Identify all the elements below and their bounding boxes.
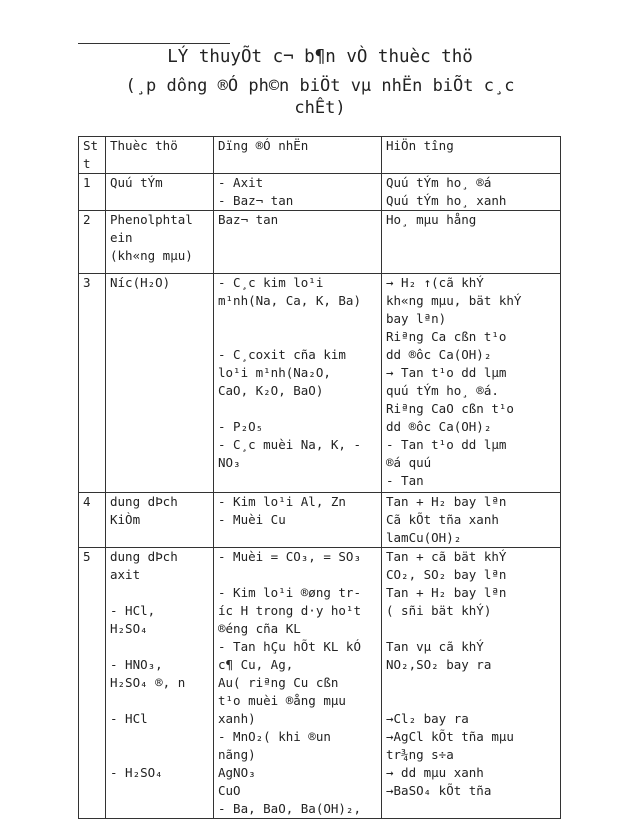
col-header-reagent: Thuèc thö	[106, 137, 214, 174]
cell-used-for: - C¸c kim lo¹i m¹nh(Na, Ca, K, Ba) - C¸coxit cña kim lo¹i m¹nh(Na₂O, CaO, K₂O, BaO) - P₂O₅ - C¸c muèi Na, K, - NO₃	[214, 274, 382, 493]
table-header-row	[79, 137, 561, 174]
top-rule	[78, 43, 230, 44]
table-row	[79, 174, 561, 211]
cell-phenomenon: Ho¸ mµu hång	[382, 211, 561, 274]
cell-stt: 2	[79, 211, 106, 274]
cell-stt: 3	[79, 274, 106, 493]
doc-title: LÝ thuyÕt c¬ b¶n vÒ thuèc thö	[167, 47, 473, 67]
reagent-table	[78, 136, 561, 819]
col-header-phenomenon: HiÖn tîng	[382, 137, 561, 174]
col-header-stt: St t	[79, 137, 106, 174]
cell-used-for: - Kim lo¹i Al, Zn - Muèi Cu	[214, 493, 382, 548]
cell-reagent: dung dÞch axit - HCl, H₂SO₄ - HNO₃, H₂SO₄ ®, n - HCl - H₂SO₄	[106, 548, 214, 819]
cell-reagent: dung dÞch KiÒm	[106, 493, 214, 548]
cell-reagent: Quú tÝm	[106, 174, 214, 211]
col-header-used-for: Dïng ®Ó nhËn	[214, 137, 382, 174]
cell-stt: 1	[79, 174, 106, 211]
table-row	[79, 274, 561, 493]
cell-used-for: - Muèi = CO₃, = SO₃ - Kim lo¹i ®øng tr- íc H trong d·y ho¹t ®éng cña KL - Tan hÇu hÕt KL kÓ c¶ Cu, Ag, Au( riªng Cu cßn t¹o muèi ®ång mµu xanh) - MnO₂( khi ®un nãng) AgNO₃ CuO - Ba, BaO, Ba(OH)₂,	[214, 548, 382, 819]
table-row	[79, 548, 561, 819]
cell-used-for: Baz¬ tan	[214, 211, 382, 274]
cell-used-for: - Axit - Baz¬ tan	[214, 174, 382, 211]
cell-stt: 5	[79, 548, 106, 819]
cell-phenomenon: → H₂ ↑(cã khÝ kh«ng mµu, bät khÝ bay lªn) Riªng Ca cßn t¹o dd ®ôc Ca(OH)₂ → Tan t¹o dd lµm quú tÝm ho¸ ®á. Riªng CaO cßn t¹o dd ®ôc Ca(OH)₂ - Tan t¹o dd lµm ®á quú - Tan	[382, 274, 561, 493]
cell-reagent: Phenolphtal ein (kh«ng mµu)	[106, 211, 214, 274]
cell-stt: 4	[79, 493, 106, 548]
table-row	[79, 493, 561, 548]
cell-phenomenon: Quú tÝm ho¸ ®á Quú tÝm ho¸ xanh	[382, 174, 561, 211]
table-row	[79, 211, 561, 274]
cell-phenomenon: Tan + H₂ bay lªn Cã kÕt tña xanh lamCu(OH)₂	[382, 493, 561, 548]
cell-reagent: Níc(H₂O)	[106, 274, 214, 493]
doc-subtitle: (¸p dông ®Ó ph©n biÖt vµ nhËn biÕt c¸c chÊt)	[125, 76, 515, 118]
cell-phenomenon: Tan + cã bät khÝ CO₂, SO₂ bay lªn Tan + H₂ bay lªn ( sñi bät khÝ) Tan vµ cã khÝ NO₂,SO₂ bay ra →Cl₂ bay ra →AgCl kÕt tña mµu tr¾ng s÷a → dd mµu xanh →BaSO₄ kÕt tña	[382, 548, 561, 819]
